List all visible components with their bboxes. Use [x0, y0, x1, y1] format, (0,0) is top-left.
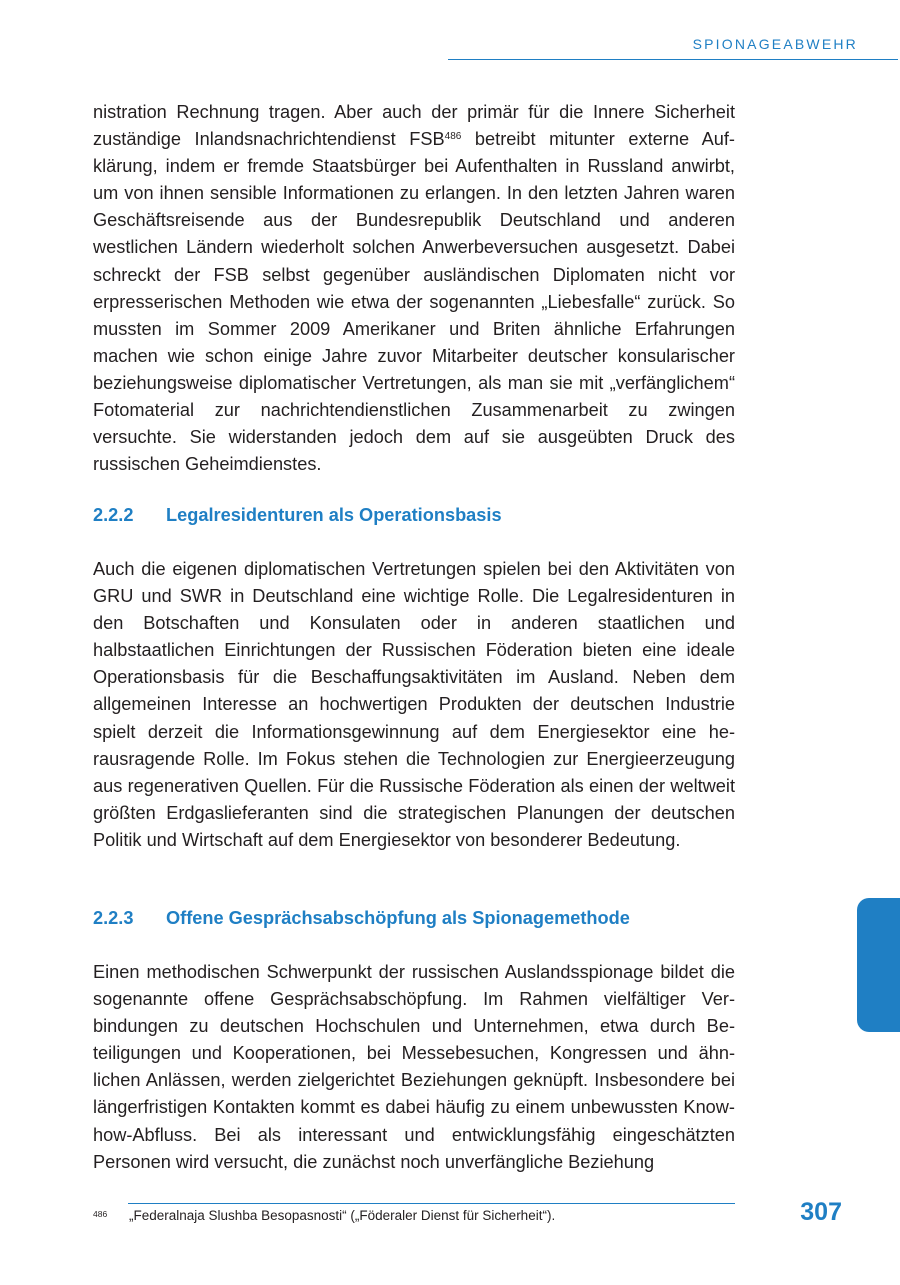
- footnote-number: 486: [93, 1209, 108, 1219]
- section-2-2-3-body: [93, 959, 735, 1176]
- section-title: Legalresidenturen als Operationsbasis: [166, 505, 502, 525]
- section-number: 2.2.3: [93, 908, 134, 928]
- section-number: 2.2.2: [93, 505, 134, 525]
- page-number: 307: [800, 1198, 842, 1226]
- chapter-thumb-tab: [857, 898, 900, 1032]
- section-heading-2-2-3: [93, 908, 630, 929]
- footnote-rule: [128, 1203, 735, 1204]
- running-header: SPIONAGEABWEHR: [692, 36, 858, 52]
- paragraph-continued: [93, 99, 735, 478]
- footnote-reference: 486: [444, 131, 462, 143]
- paragraph-text: Auch die eigenen diplomatischen Vertretungen spielen bei den Aktivitäten von GRU und SWR in Deutschland eine wichtige Rolle. Die Legalresidenturen in den Botschaften und Konsulaten oder in anderen staatlichen und halbstaatlichen Einrichtungen der Russischen Föderation bieten eine ideale Operationsbasis für die Beschaffungsaktivitäten im Ausland. Neben dem allgemeinen Interesse an hochwertigen Produkten der deutschen Industrie spielt derzeit die Informationsgewinnung auf dem Energiesektor eine herausragende Rolle. Im Fokus stehen die Technologien zur Energieerzeugung aus regenerativen Quellen. Für die Russische Föderation als einen der weltweit größten Erdgaslieferanten sind die strategischen Planungen der deutschen Politik und Wirtschaft auf dem Energiesektor von besonderer Bedeutung.: [93, 559, 735, 850]
- footnote-text: „Federalnaja Slushba Besopasnosti“ („Föderaler Dienst für Sicherheit“).: [129, 1208, 556, 1223]
- section-title: Offene Gesprächsabschöpfung als Spionagemethode: [166, 908, 630, 928]
- section-2-2-2-body: [93, 556, 735, 854]
- paragraph-text: betreibt mitunter externe Aufklärung, indem er fremde Staatsbürger bei Aufenthalten in Russland anwirbt, um von ihnen sensible Informationen zu erlangen. In den letzten Jahren waren Geschäftsreisende aus der Bundesrepublik Deutschland und anderen westlichen Ländern wiederholt solchen Anwerbeversuchen ausgesetzt. Dabei schreckt der FSB selbst gegenüber ausländischen Diplomaten nicht vor erpresserischen Methoden wie etwa der sogenannten „Liebesfalle“ zurück. So mussten im Sommer 2009 Amerikaner und Briten ähnliche Erfahrungen machen wie schon einige Jahre zuvor Mitarbeiter deutscher konsularischer beziehungsweise diplomatischer Vertretungen, als man sie mit „verfänglichem“ Fotomaterial zur nachrichtendienstlichen Zusammenarbeit zu zwingen versuchte. Sie widerstanden jedoch dem auf sie ausgeübten Druck des russischen Geheimdienstes.: [93, 129, 735, 475]
- header-rule: [448, 59, 898, 60]
- paragraph-text: nistration Rechnung tragen. Aber auch der primär für die Innere Sicherheit zuständige Inlandsnachrichtendienst FSB: [93, 102, 735, 150]
- section-heading-2-2-2: [93, 505, 502, 526]
- paragraph-text: Einen methodischen Schwerpunkt der russischen Auslandsspionage bildet die sogenannte offene Gesprächsabschöpfung. Im Rahmen vielfältiger Verbindungen zu deutschen Hochschulen und Unternehmen, etwa durch Beteiligungen und Kooperationen, bei Messebesuchen, Kongressen und ähnlichen Anlässen, werden zielgerichtet Beziehungen geknüpft. Insbesondere bei längerfristigen Kontakten kommt es dabei häufig zu einem unbewussten Know-how-Abfluss. Bei als interessant und entwicklungsfähig eingeschätzten Personen wird versucht, die zunächst noch unverfängliche Beziehung: [93, 962, 735, 1172]
